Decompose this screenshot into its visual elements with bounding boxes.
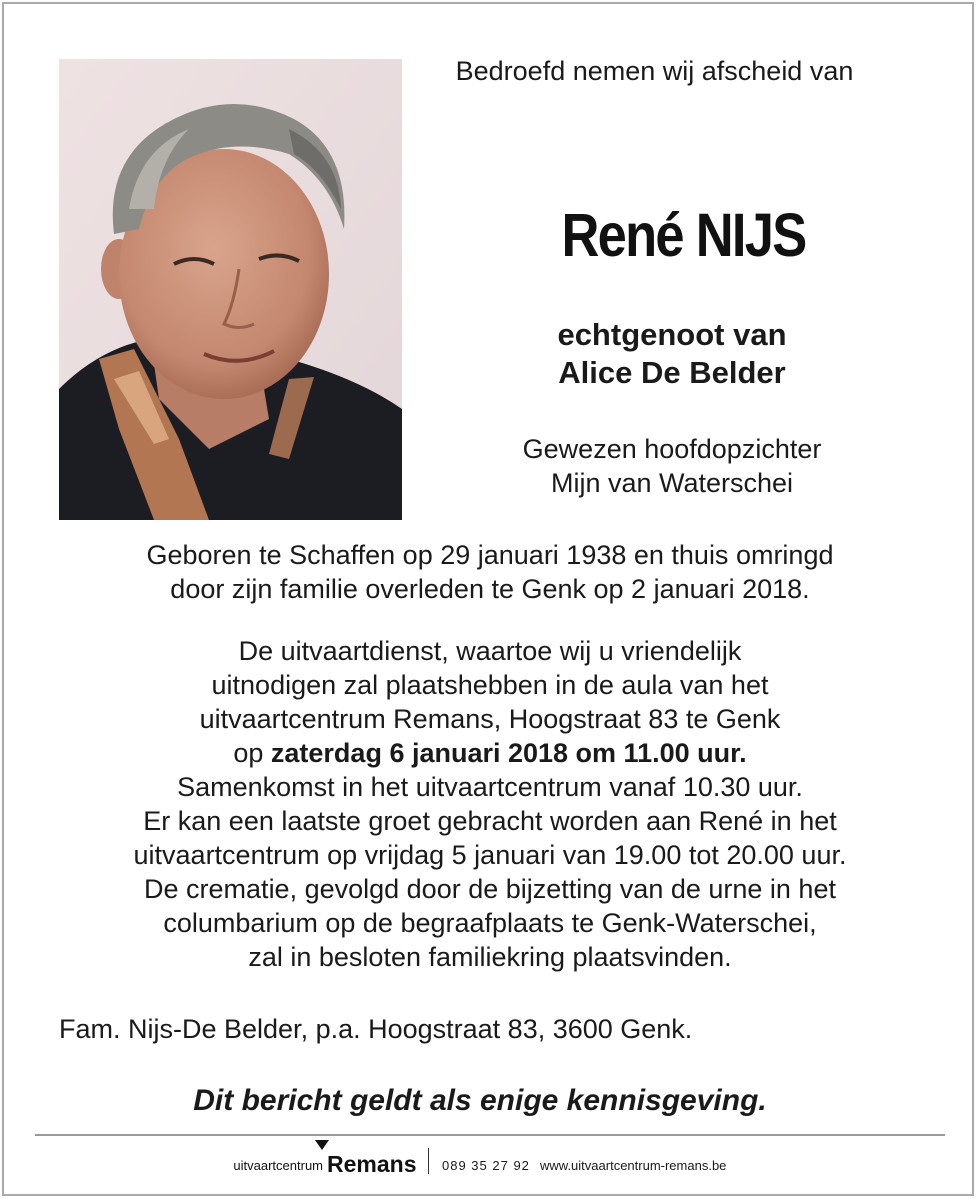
footer-website: www.uitvaartcentrum-remans.be bbox=[540, 1158, 727, 1173]
born-line-1: Geboren te Schaffen op 29 januari 1938 en thuis omringd bbox=[146, 540, 834, 570]
funeral-line-5: Samenkomst in het uitvaartcentrum vanaf 10.30 uur. bbox=[177, 772, 803, 802]
brand-triangle-icon bbox=[315, 1140, 329, 1150]
funeral-date: zaterdag 6 januari 2018 om 11.00 uur. bbox=[270, 738, 747, 768]
job-block bbox=[402, 432, 942, 500]
brand-name: Remans bbox=[327, 1151, 417, 1177]
intro-text: Bedroefd nemen wij afscheid van bbox=[455, 56, 854, 86]
funeral-line-3: uitvaartcentrum Remans, Hoogstraat 83 te Genk bbox=[199, 704, 781, 734]
funeral-line-6: Er kan een laatste groet gebracht worden aan René in het bbox=[143, 806, 837, 836]
born-line-2: door zijn familie overleden te Genk op 2 januari 2018. bbox=[170, 574, 810, 604]
spouse-line-2: Alice De Belder bbox=[558, 355, 786, 390]
funeral-line-10: zal in besloten familiekring plaatsvinden. bbox=[248, 942, 732, 972]
funeral-line-2: uitnodigen zal plaatshebben in de aula van het bbox=[211, 670, 769, 700]
spouse-line-1: echtgenoot van bbox=[557, 317, 787, 352]
funeral-date-prefix: op bbox=[233, 738, 271, 768]
funeral-line-1: De uitvaartdienst, waartoe wij u vriendelijk bbox=[238, 636, 742, 666]
funeral-line-9: columbarium op de begraafplaats te Genk-Waterschei, bbox=[163, 908, 817, 938]
footer-phone: 089 35 27 92 bbox=[442, 1158, 530, 1173]
funeral-line-8: De crematie, gevolgd door de bijzetting van de urne in het bbox=[144, 874, 836, 904]
birth-death-paragraph bbox=[0, 538, 980, 606]
notice-statement: Dit bericht geldt als enige kennisgeving. bbox=[193, 1084, 767, 1117]
job-line-2: Mijn van Waterschei bbox=[550, 468, 794, 498]
spouse-block bbox=[402, 316, 942, 392]
funeral-line-4 bbox=[0, 736, 980, 770]
footer-separator bbox=[428, 1148, 429, 1174]
funeral-line-7: uitvaartcentrum op vrijdag 5 januari van 19.00 tot 20.00 uur. bbox=[133, 840, 847, 870]
job-line-1: Gewezen hoofdopzichter bbox=[522, 434, 822, 464]
footer bbox=[0, 1136, 980, 1184]
portrait-photo bbox=[59, 59, 402, 520]
deceased-name: René NIJS bbox=[561, 201, 806, 269]
family-address: Fam. Nijs-De Belder, p.a. Hoogstraat 83, 3600 Genk. bbox=[59, 1014, 693, 1044]
brand-label: uitvaartcentrum bbox=[233, 1158, 323, 1173]
funeral-paragraph bbox=[0, 634, 980, 974]
